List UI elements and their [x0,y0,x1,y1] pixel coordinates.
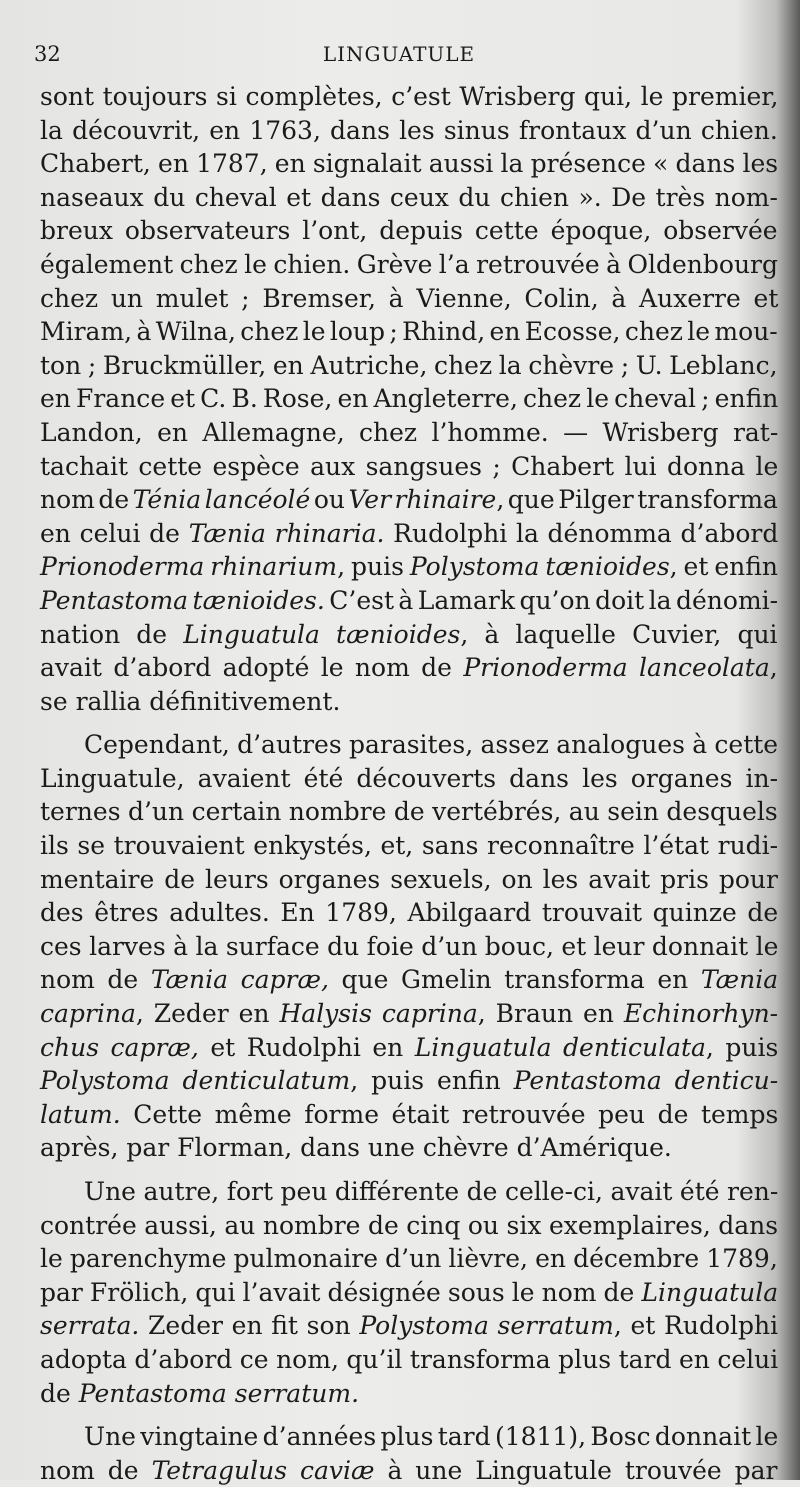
text-run: , puis enfin [350,1066,514,1096]
page-header [34,40,764,70]
text-run: mentaire de leurs organes sexuels, on les avait pris pour [40,864,778,894]
page-number: 32 [34,42,61,66]
text-run: ternes d’un certain nombre de vertébrés, au sein desquels [40,797,778,827]
italic-taxon-name: Pentastoma serratum. [78,1378,360,1408]
text-run: en celui de [40,518,189,548]
italic-taxon-name: Linguatula denticulata [414,1032,706,1062]
italic-taxon-name: Prionoderma rhinarium [40,552,338,582]
text-run: adopta d’abord ce nom, qu’il transforma plus tard en celui [40,1344,779,1374]
paragraph-gap [40,718,778,728]
text-run: la découvrit, en 1763, dans les sinus frontaux d’un chien. [40,115,778,145]
text-run: Zeder en fit son [139,1311,360,1341]
italic-taxon-name: Linguatula [641,1277,779,1307]
text-run: le parenchyme pulmonaire d’un lièvre, en décembre 1789, [40,1244,778,1274]
text-run: Rudolphi la dénomma d’abord [384,518,779,548]
text-line [40,1131,778,1165]
text-run: après, par Florman, dans une chèvre d’Amérique. [40,1133,672,1163]
text-line [40,114,778,148]
text-run: des êtres adultes. En 1789, Abilgaard trouvait quinze de [40,898,779,928]
text-line [40,795,778,829]
italic-taxon-name: Tænia capræ, [150,965,329,995]
text-run: ces larves à la surface du foie d’un bouc, et leur donnait le [40,931,779,961]
text-run: nation de [40,619,184,649]
text-line [40,517,778,551]
text-run: que Gmelin transforma en [328,965,701,995]
text-run: C’est à Lamark qu’on doit la dénomi- [324,585,779,615]
text-run: , et enfin [669,552,779,582]
text-run: Une autre, fort peu différente de celle-ci, avait été ren- [84,1177,779,1206]
text-line [40,618,778,652]
italic-taxon-name: Prionoderma lanceolata [463,653,770,683]
text-run: ton ; Bruckmüller, en Autriche, chez la chèvre ; U. Leblanc, [40,350,778,380]
text-line [40,1064,778,1098]
italic-taxon-name: Pentastoma tænioides. [40,585,325,615]
text-line [40,997,778,1031]
text-line [40,863,778,897]
text-line [40,1098,778,1132]
text-run: , à laquelle Cuvier, qui [460,619,778,649]
text-run: de [40,1378,79,1408]
text-line [40,930,778,964]
text-run: , Braun en [477,999,624,1029]
text-run: avait d’abord adopté le nom de [40,653,464,683]
text-run: , et Rudolphi [613,1311,779,1341]
italic-taxon-name: Ver rhinaire [348,485,497,515]
text-line [40,450,778,484]
text-run: et Rudolphi en [198,1032,415,1062]
text-run: Linguatule, avaient été découverts dans les organes in- [40,763,779,793]
text-run: également chez le chien. Grève l’a retrouvée à Oldenbourg [40,249,779,279]
body-text [40,80,778,1487]
text-line [40,181,778,215]
text-line [40,1309,778,1343]
italic-taxon-name: Echinorhyn- [623,999,779,1029]
text-line [40,963,778,997]
italic-taxon-name: Polystoma denticulatum [40,1066,351,1096]
text-line [40,483,778,517]
text-line [40,896,778,930]
text-run: contrée aussi, au nombre de cinq ou six exemplaires, dans [40,1210,779,1240]
text-line [40,584,778,618]
text-line [40,214,778,248]
text-line [40,147,778,181]
italic-taxon-name: Polystoma tænioides [409,552,670,582]
text-run: par Frölich, qui l’avait désignée sous le nom de [40,1277,642,1307]
text-run: Miram, à Wilna, chez le loup ; Rhind, en Ecosse, chez le mou- [40,317,778,347]
paragraph-gap [40,1165,778,1175]
text-run: Cette même forme était retrouvée peu de temps [120,1099,779,1129]
text-run: nom de [40,965,151,995]
italic-taxon-name: Tænia [700,965,779,995]
text-run: Chabert, en 1787, en signalait aussi la présence « dans les [40,149,779,179]
text-line [40,382,778,416]
text-run: , [769,653,778,683]
text-run: ou [310,485,349,515]
text-run: ils se trouvaient enkystés, et, sans reconnaître l’état rudi- [40,831,779,861]
italic-taxon-name: Pentastoma denticu- [513,1066,779,1096]
italic-taxon-name: Tænia rhinaria. [188,518,385,548]
text-line [40,685,778,719]
text-run: à une Linguatule trouvée par [374,1455,778,1485]
text-line [40,1454,778,1487]
italic-taxon-name: chus capræ, [40,1032,199,1062]
text-line [40,1175,778,1209]
text-line [40,1377,778,1411]
text-line [40,1031,778,1065]
text-line [40,1242,778,1276]
text-line [40,550,778,584]
text-run: nom de [40,1455,152,1485]
text-run: , Zeder en [135,999,280,1029]
text-line [40,349,778,383]
text-line [40,1276,778,1310]
text-run: Une vingtaine d’années plus tard (1811), Bosc donnait le [84,1422,779,1452]
text-line [40,1420,778,1454]
text-run: , que Pilger transforma [496,485,778,515]
text-run: chez un mulet ; Bremser, à Vienne, Colin, à Auxerre et [40,283,779,313]
italic-taxon-name: Ténia lancéolé [132,485,311,515]
text-run: sont toujours si complètes, c’est Wrisberg qui, le premier, [40,82,779,111]
text-line [40,1343,778,1377]
text-run: Cependant, d’autres parasites, assez analogues à cette [84,730,779,760]
text-run: , puis [705,1032,779,1062]
italic-taxon-name: serrata. [40,1311,140,1341]
text-line [40,651,778,685]
text-line [40,416,778,450]
text-run: , puis [337,552,410,582]
paragraph-gap [40,1410,778,1420]
text-line [40,315,778,349]
text-run: naseaux du cheval et dans ceux du chien ». De très nom- [40,182,778,212]
text-line [40,80,778,114]
italic-taxon-name: latum. [40,1099,121,1129]
italic-taxon-name: Tetragulus caviæ [151,1455,375,1485]
text-run: se rallia définitivement. [40,686,341,716]
italic-taxon-name: Halysis caprina [279,999,478,1029]
italic-taxon-name: Polystoma serratum [359,1311,614,1341]
text-run: breux observateurs l’ont, depuis cette époque, observée [40,216,778,246]
text-run: en France et C. B. Rose, en Angleterre, chez le cheval ; enfin [40,384,779,414]
italic-taxon-name: caprina [40,999,136,1029]
italic-taxon-name: Linguatula tænioides [183,619,461,649]
text-run: nom de [40,485,133,515]
text-line [40,282,778,316]
text-line [40,762,778,796]
running-head: LINGUATULE [322,42,476,66]
text-run: tachait cette espèce aux sangsues ; Chabert lui donna le [40,451,779,481]
text-line [40,728,778,762]
text-run: Landon, en Allemagne, chez l’homme. — Wrisberg rat- [40,417,779,447]
text-line [40,248,778,282]
text-line [40,829,778,863]
text-line [40,1209,778,1243]
